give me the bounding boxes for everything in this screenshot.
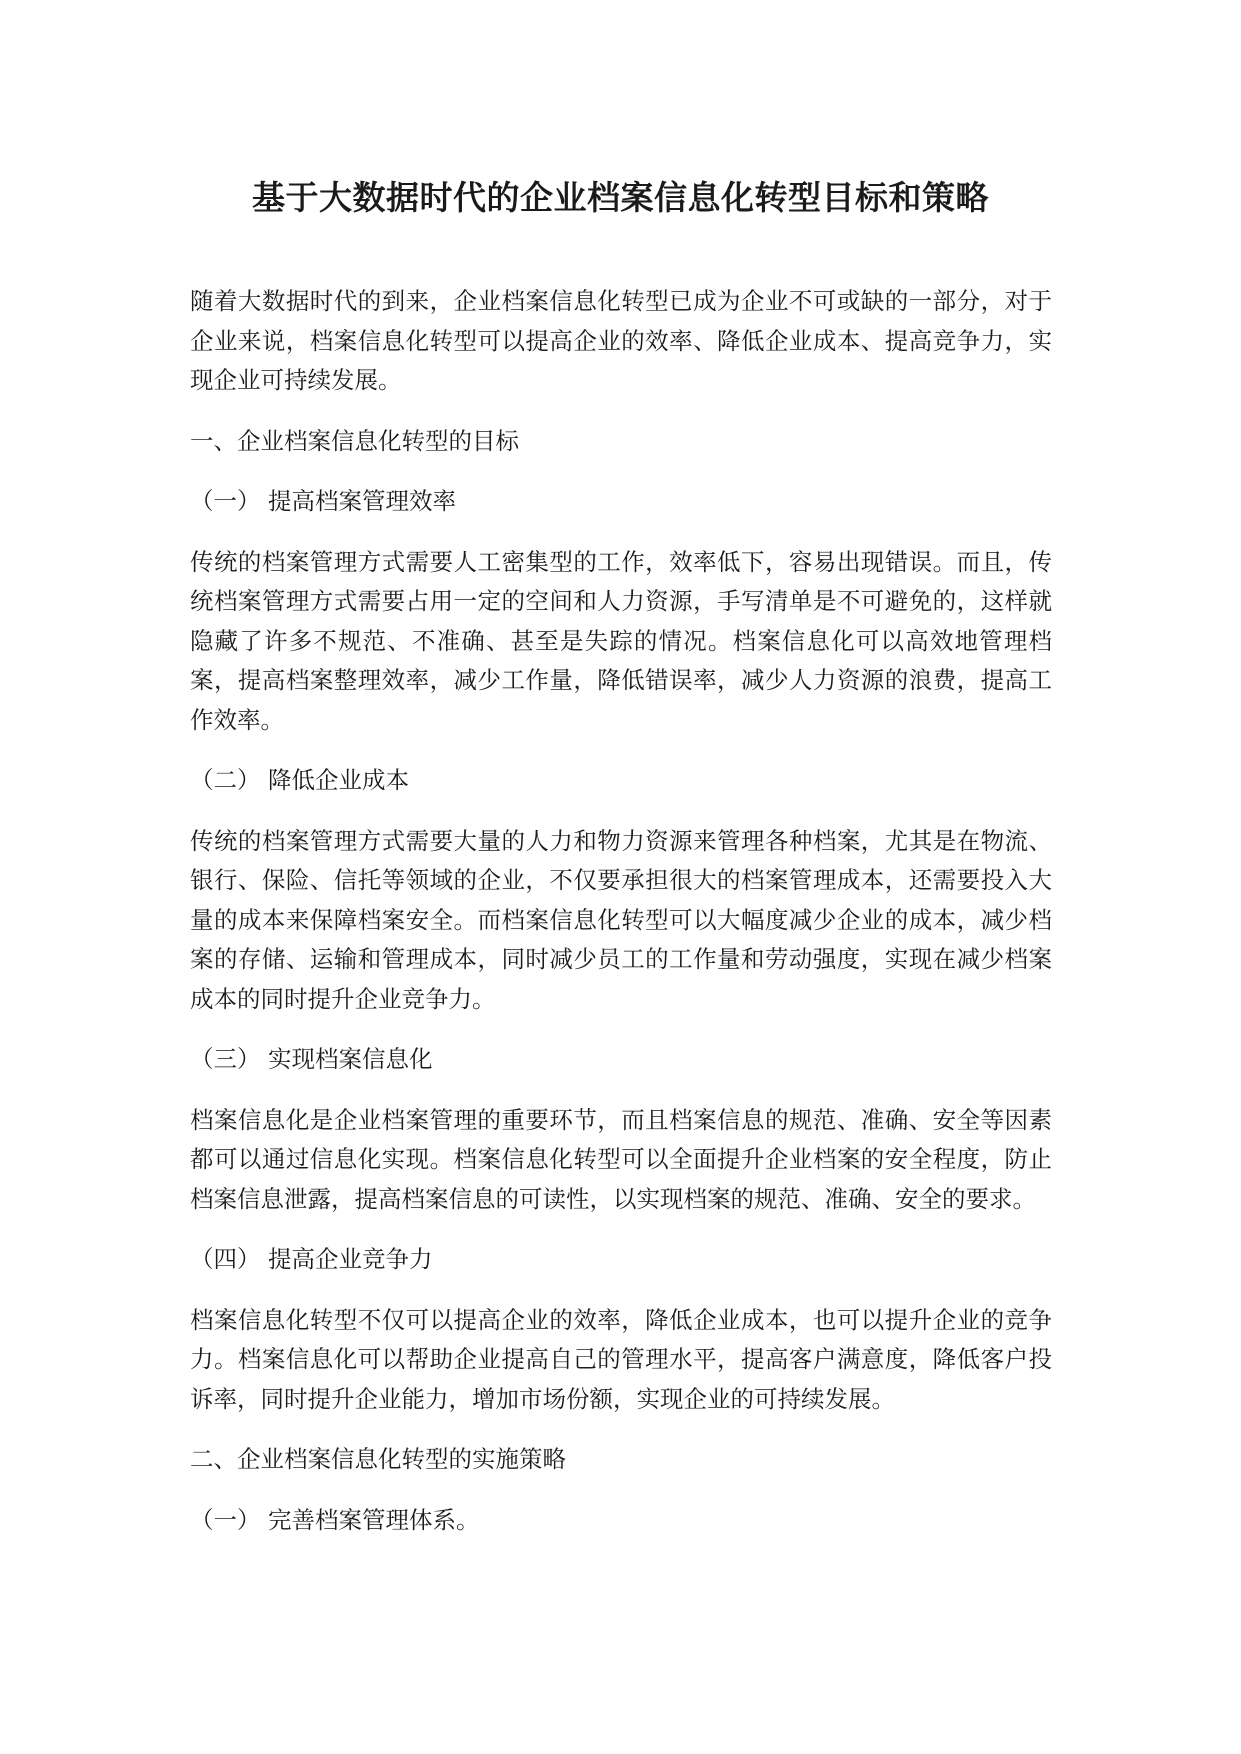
document-body — [190, 282, 1052, 1561]
document-title: 基于大数据时代的企业档案信息化转型目标和策略 — [252, 178, 989, 217]
paragraph-intro: 随着大数据时代的到来，企业档案信息化转型已成为企业不可或缺的一部分，对于企业来说，档案信息化转型可以提高企业的效率、降低企业成本、提高竞争力，实现企业可持续发展。 — [190, 287, 1052, 394]
paragraph-competitiveness: 档案信息化转型不仅可以提高企业的效率，降低企业成本，也可以提升企业的竞争力。档案信息化可以帮助企业提高自己的管理水平，提高客户满意度，降低客户投诉率，同时提升企业能力，增加市场份额，实现企业的可持续发展。 — [190, 1305, 1052, 1413]
paragraph-efficiency: 传统的档案管理方式需要人工密集型的工作，效率低下，容易出现错误。而且，传统档案管理方式需要占用一定的空间和人力资源，手写清单是不可避免的，这样就隐藏了许多不规范、不准确、甚至是失踪的情况。档案信息化可以高效地管理档案，提高档案整理效率，减少工作量，降低错误率，减少人力资源的浪费，提高工作效率。 — [190, 547, 1052, 734]
section-heading-strategies: 二、企业档案信息化转型的实施策略 — [190, 1445, 566, 1473]
section-heading-goals: 一、企业档案信息化转型的目标 — [190, 426, 519, 455]
subsection-heading-cost: （二） 降低企业成本 — [190, 766, 409, 794]
subsection-heading-efficiency: （一） 提高档案管理效率 — [190, 487, 456, 515]
subsection-heading-informatization: （三） 实现档案信息化 — [190, 1045, 433, 1073]
subsection-heading-system: （一） 完善档案管理体系。 — [190, 1505, 480, 1534]
subsection-heading-competitiveness: （四） 提高企业竞争力 — [190, 1245, 433, 1273]
paragraph-cost: 传统的档案管理方式需要大量的人力和物力资源来管理各种档案，尤其是在物流、银行、保险、信托等领域的企业，不仅要承担很大的档案管理成本，还需要投入大量的成本来保障档案安全。而档案信息化转型可以大幅度减少企业的成本，减少档案的存储、运输和管理成本，同时减少员工的工作量和劳动强度，实现在减少档案成本的同时提升企业竞争力。 — [190, 826, 1052, 1013]
paragraph-informatization: 档案信息化是企业档案管理的重要环节，而且档案信息的规范、准确、安全等因素都可以通过信息化实现。档案信息化转型可以全面提升企业档案的安全程度，防止档案信息泄露，提高档案信息的可读性，以实现档案的规范、准确、安全的要求。 — [190, 1105, 1052, 1213]
